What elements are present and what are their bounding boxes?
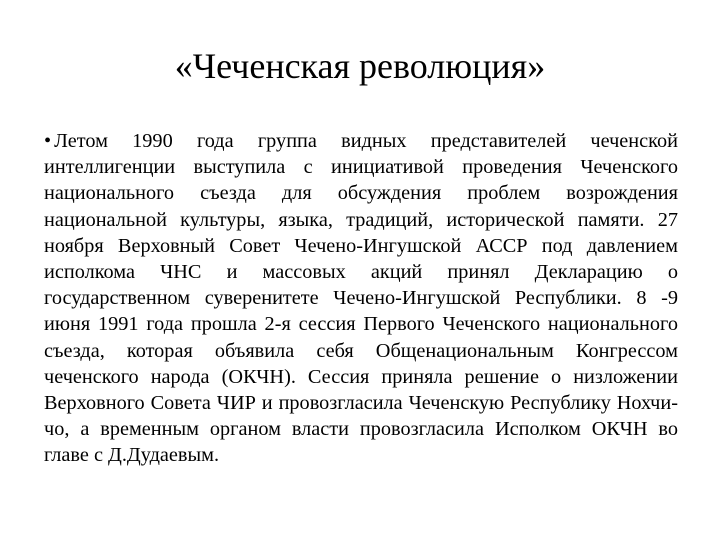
bullet-icon: • [44,130,52,152]
slide-title: «Чеченская революция» [174,46,546,86]
body-text: Летом 1990 года группа видных представителей чеченской интеллигенции выступила с инициативой проведения Чеченского национального съезда для обсуждения проблем возрождения национальной культуры, языка, традиций, исторической памяти. 27 ноября Верховный Совет Чечено-Ингушской АССР под давлением исполкома ЧНС и массовых акций принял Декларацию о государственном суверенитете Чечено-Ингушской Республики. 8 -9 июня 1991 года прошла 2-я сессия Первого Чеченского национального съезда, которая объявила себя Общенациональным Конгрессом чеченского народа (ОКЧН). Сессия приняла решение о низложении Верховного Совета ЧИР и провозгласила Чеченскую Республику Нохчи-чо, а временным органом власти провозгласила Исполком ОКЧН во главе с Д.Дудаевым. [44,130,678,467]
slide-body-paragraph [44,128,678,469]
